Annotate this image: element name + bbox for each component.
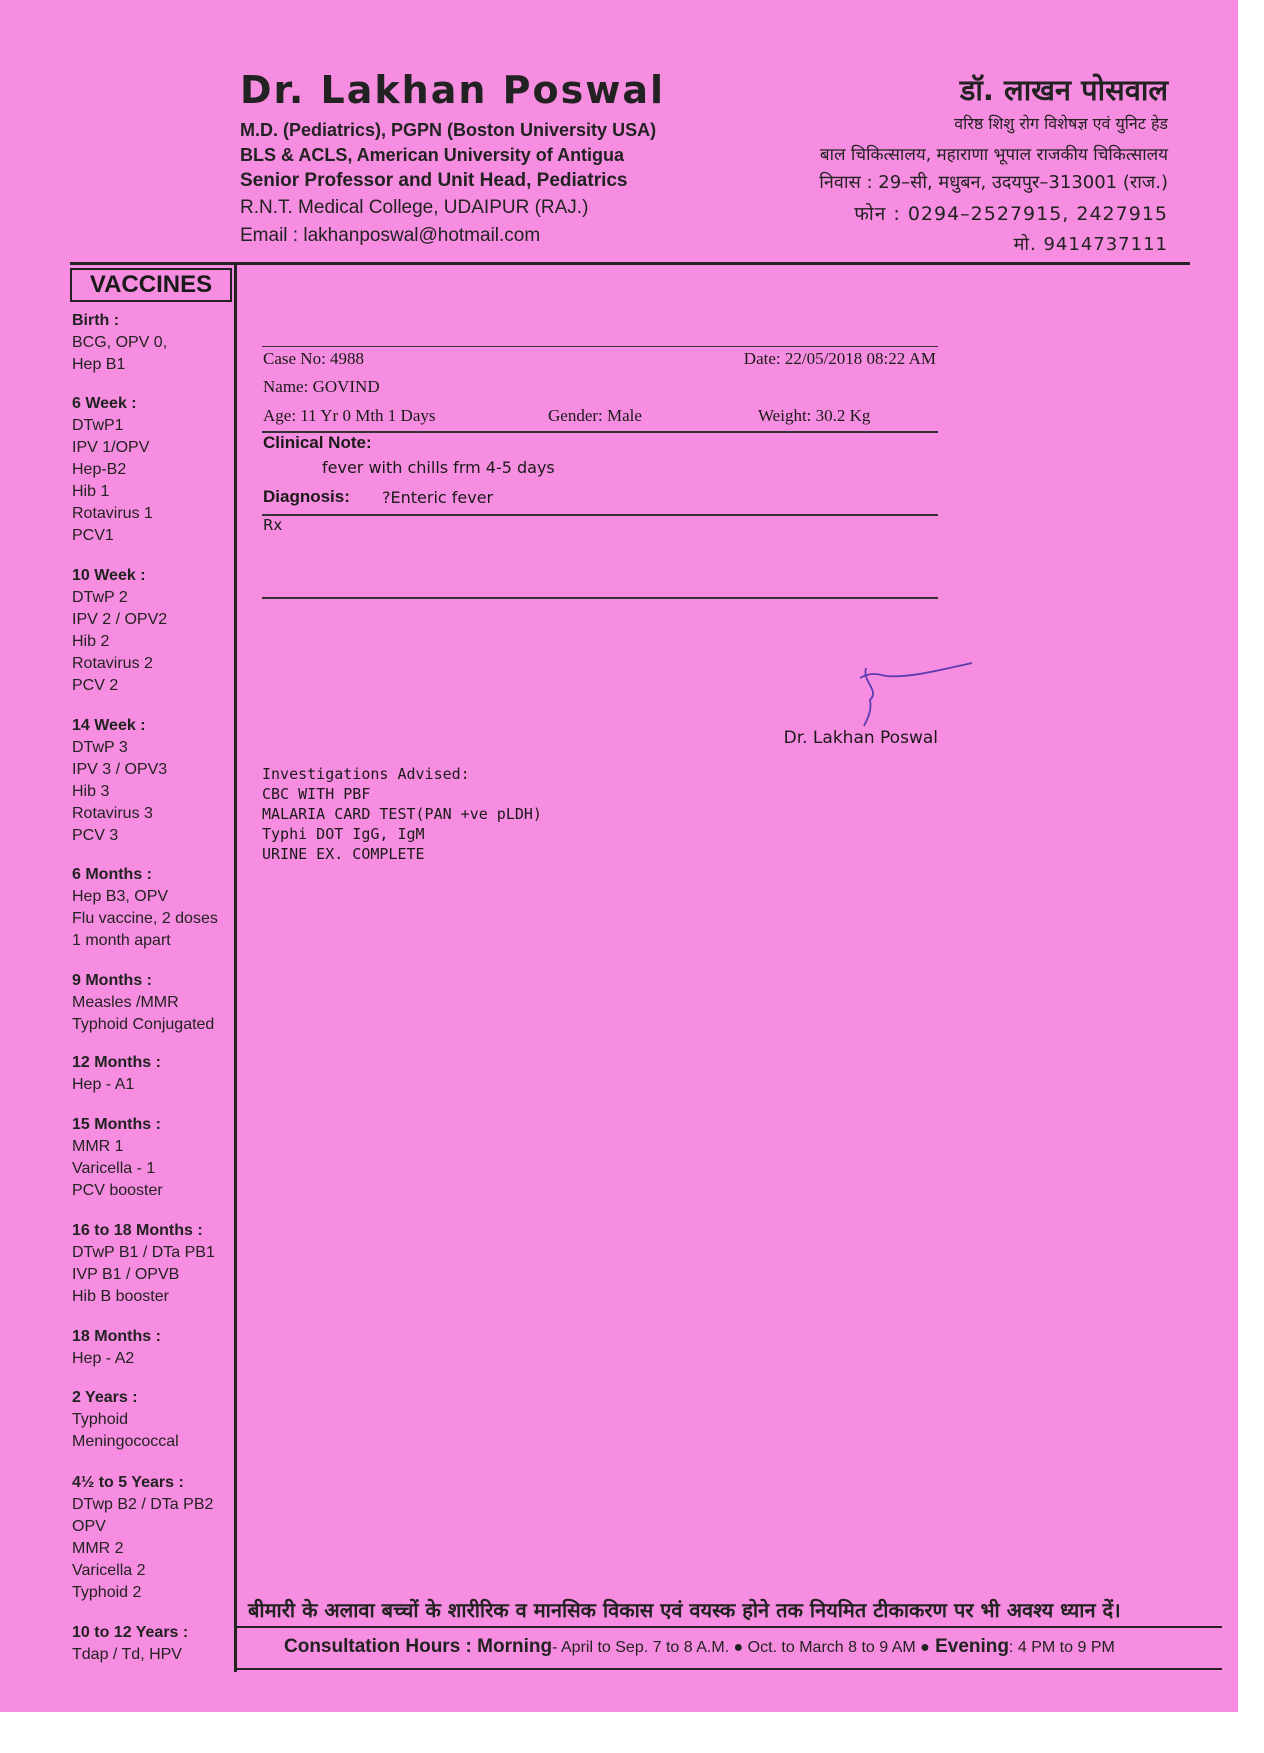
vaccine-item: Flu vaccine, 2 doses (72, 910, 218, 927)
vaccine-group-label: 18 Months : (72, 1328, 161, 1345)
vaccine-group (72, 1114, 237, 1202)
hindi-mobile: मो. 9414737111 (1013, 234, 1168, 255)
vaccine-item: Varicella - 1 (72, 1160, 156, 1177)
rx-rule (262, 597, 938, 599)
email-line: Email : lakhanposwal@hotmail.com (240, 225, 541, 246)
rx-label: Rx (263, 516, 283, 534)
vaccine-group-label: 4½ to 5 Years : (72, 1474, 184, 1491)
hindi-phone: फोन : 0294–2527915, 2427915 (854, 203, 1168, 225)
vaccine-item: DTwP B1 / DTa PB1 (72, 1244, 215, 1261)
vaccine-item: Typhoid 2 (72, 1584, 142, 1601)
vaccine-group-label: Birth : (72, 312, 120, 329)
vaccine-item: Hep B3, OPV (72, 888, 169, 905)
vaccine-item: MMR 1 (72, 1138, 124, 1155)
header-divider (70, 262, 1190, 265)
investigation-item: MALARIA CARD TEST(PAN +ve pLDH) (262, 805, 542, 823)
vaccine-item: Hib 3 (72, 783, 110, 800)
clinical-note-label: Clinical Note: (263, 433, 372, 452)
vaccine-item: Rotavirus 2 (72, 655, 153, 672)
vaccine-group (72, 1326, 237, 1370)
vaccine-group (72, 1472, 237, 1604)
patient-gender: Gender: Male (548, 406, 642, 425)
credential-line: M.D. (Pediatrics), PGPN (Boston University USA) (240, 120, 657, 140)
vaccine-item: BCG, OPV 0, (72, 334, 168, 351)
hindi-designation: वरिष्ठ शिशु रोग विशेषज्ञ एवं युनिट हेड (954, 114, 1168, 133)
vaccine-item: Typhoid Conjugated (72, 1016, 215, 1033)
vaccine-item: DTwP 2 (72, 589, 128, 606)
diagnosis-label: Diagnosis: (263, 487, 350, 506)
vaccine-group (72, 970, 237, 1036)
hindi-address: निवास : 29–सी, मधुबन, उदयपुर–313001 (राज.) (819, 172, 1168, 193)
vaccine-group (72, 310, 237, 376)
investigations-label: Investigations Advised: (262, 765, 470, 783)
consultation-label: Consultation Hours : (284, 1636, 472, 1657)
vaccine-item: Hib 1 (72, 483, 110, 500)
vaccine-group-label: 9 Months : (72, 972, 152, 989)
diagnosis-rule (262, 514, 938, 516)
vaccine-group-label: 10 Week : (72, 567, 146, 584)
vaccine-item: Hep - A1 (72, 1076, 135, 1093)
evening-label: Evening (935, 1636, 1009, 1657)
footer-rule-top (236, 1626, 1222, 1628)
vaccine-group (72, 1220, 237, 1308)
vaccine-item: Hep B1 (72, 356, 126, 373)
vaccine-group (72, 565, 237, 697)
patient-age: Age: 11 Yr 0 Mth 1 Days (263, 406, 436, 425)
vaccine-item: Typhoid (72, 1411, 129, 1428)
patient-name: Name: GOVIND (263, 377, 380, 396)
footer-rule-bottom (236, 1668, 1222, 1670)
patient-weight: Weight: 30.2 Kg (758, 406, 871, 425)
vaccine-group (72, 1387, 237, 1453)
vaccine-item: Rotavirus 1 (72, 505, 153, 522)
vaccine-item: PCV1 (72, 527, 114, 544)
vaccine-group (72, 393, 237, 547)
vaccine-item: PCV 2 (72, 677, 119, 694)
investigation-item: URINE EX. COMPLETE (262, 845, 425, 863)
clinical-note: fever with chills frm 4-5 days (322, 458, 555, 477)
case-number: Case No: 4988 (263, 349, 365, 368)
vaccine-item: Meningococcal (72, 1433, 179, 1450)
signature-name: Dr. Lakhan Poswal (783, 728, 938, 748)
vaccine-item: DTwP1 (72, 417, 124, 434)
vaccine-item: Hib B booster (72, 1288, 169, 1305)
hindi-doctor-name: डॉ. लाखन पोसवाल (959, 73, 1168, 107)
vaccine-item: DTwp B2 / DTa PB2 (72, 1496, 214, 1513)
case-top-rule (262, 346, 938, 347)
vaccine-item: Hib 2 (72, 633, 110, 650)
diagnosis-value: ?Enteric fever (382, 488, 494, 507)
doctor-name: Dr. Lakhan Poswal (240, 68, 665, 112)
vaccine-item: PCV 3 (72, 827, 119, 844)
vaccine-item: Tdap / Td, HPV (72, 1646, 182, 1663)
college-line: R.N.T. Medical College, UDAIPUR (RAJ.) (240, 197, 589, 218)
hindi-hospital: बाल चिकित्सालय, महाराणा भूपाल राजकीय चिकित्सालय (819, 145, 1168, 165)
morning-label: Morning (477, 1636, 553, 1657)
vaccine-item: Measles /MMR (72, 994, 179, 1011)
vaccine-group (72, 1622, 237, 1666)
vaccine-group-label: 12 Months : (72, 1054, 161, 1071)
vaccine-group (72, 1052, 237, 1096)
vaccine-item: IVP B1 / OPVB (72, 1266, 180, 1283)
evening-hours: : 4 PM to 9 PM (1009, 1639, 1115, 1656)
vaccine-item: Varicella 2 (72, 1562, 146, 1579)
consultation-hours (284, 1636, 1115, 1658)
vaccines-title: VACCINES (70, 268, 232, 302)
footer-hindi-note: बीमारी के अलावा बच्चों के शारीरिक व मानसिक विकास एवं वयस्क होने तक नियमित टीकाकरण पर भी अवश्य ध्यान दें। (248, 1598, 1121, 1622)
credential-line: Senior Professor and Unit Head, Pediatrics (240, 170, 628, 191)
vaccine-item: PCV booster (72, 1182, 163, 1199)
investigation-item: CBC WITH PBF (262, 785, 371, 803)
signature-mark (850, 660, 980, 730)
vaccine-group-label: 15 Months : (72, 1116, 161, 1133)
vaccine-item: IPV 3 / OPV3 (72, 761, 168, 778)
vaccine-item: Rotavirus 3 (72, 805, 153, 822)
vaccine-item: Hep-B2 (72, 461, 127, 478)
investigation-item: Typhi DOT IgG, IgM (262, 825, 425, 843)
credential-line: BLS & ACLS, American University of Antigua (240, 145, 625, 165)
case-date: Date: 22/05/2018 08:22 AM (743, 349, 936, 368)
vaccine-item: DTwP 3 (72, 739, 128, 756)
vaccine-item: MMR 2 (72, 1540, 124, 1557)
vaccine-item: Hep - A2 (72, 1350, 135, 1367)
vaccine-item: 1 month apart (72, 932, 171, 949)
vaccine-item: IPV 2 / OPV2 (72, 611, 168, 628)
vaccine-group-label: 6 Week : (72, 395, 137, 412)
vaccine-group-label: 6 Months : (72, 866, 152, 883)
vaccine-group-label: 10 to 12 Years : (72, 1624, 189, 1641)
vaccine-group-label: 14 Week : (72, 717, 146, 734)
vaccine-group-label: 2 Years : (72, 1389, 138, 1406)
vaccine-item: IPV 1/OPV (72, 439, 150, 456)
morning-hours: - April to Sep. 7 to 8 A.M. ● Oct. to March 8 to 9 AM ● (552, 1639, 930, 1656)
vaccine-group-label: 16 to 18 Months : (72, 1222, 203, 1239)
vaccine-item: OPV (72, 1518, 106, 1535)
vaccine-group (72, 715, 237, 847)
vaccine-group (72, 864, 237, 952)
